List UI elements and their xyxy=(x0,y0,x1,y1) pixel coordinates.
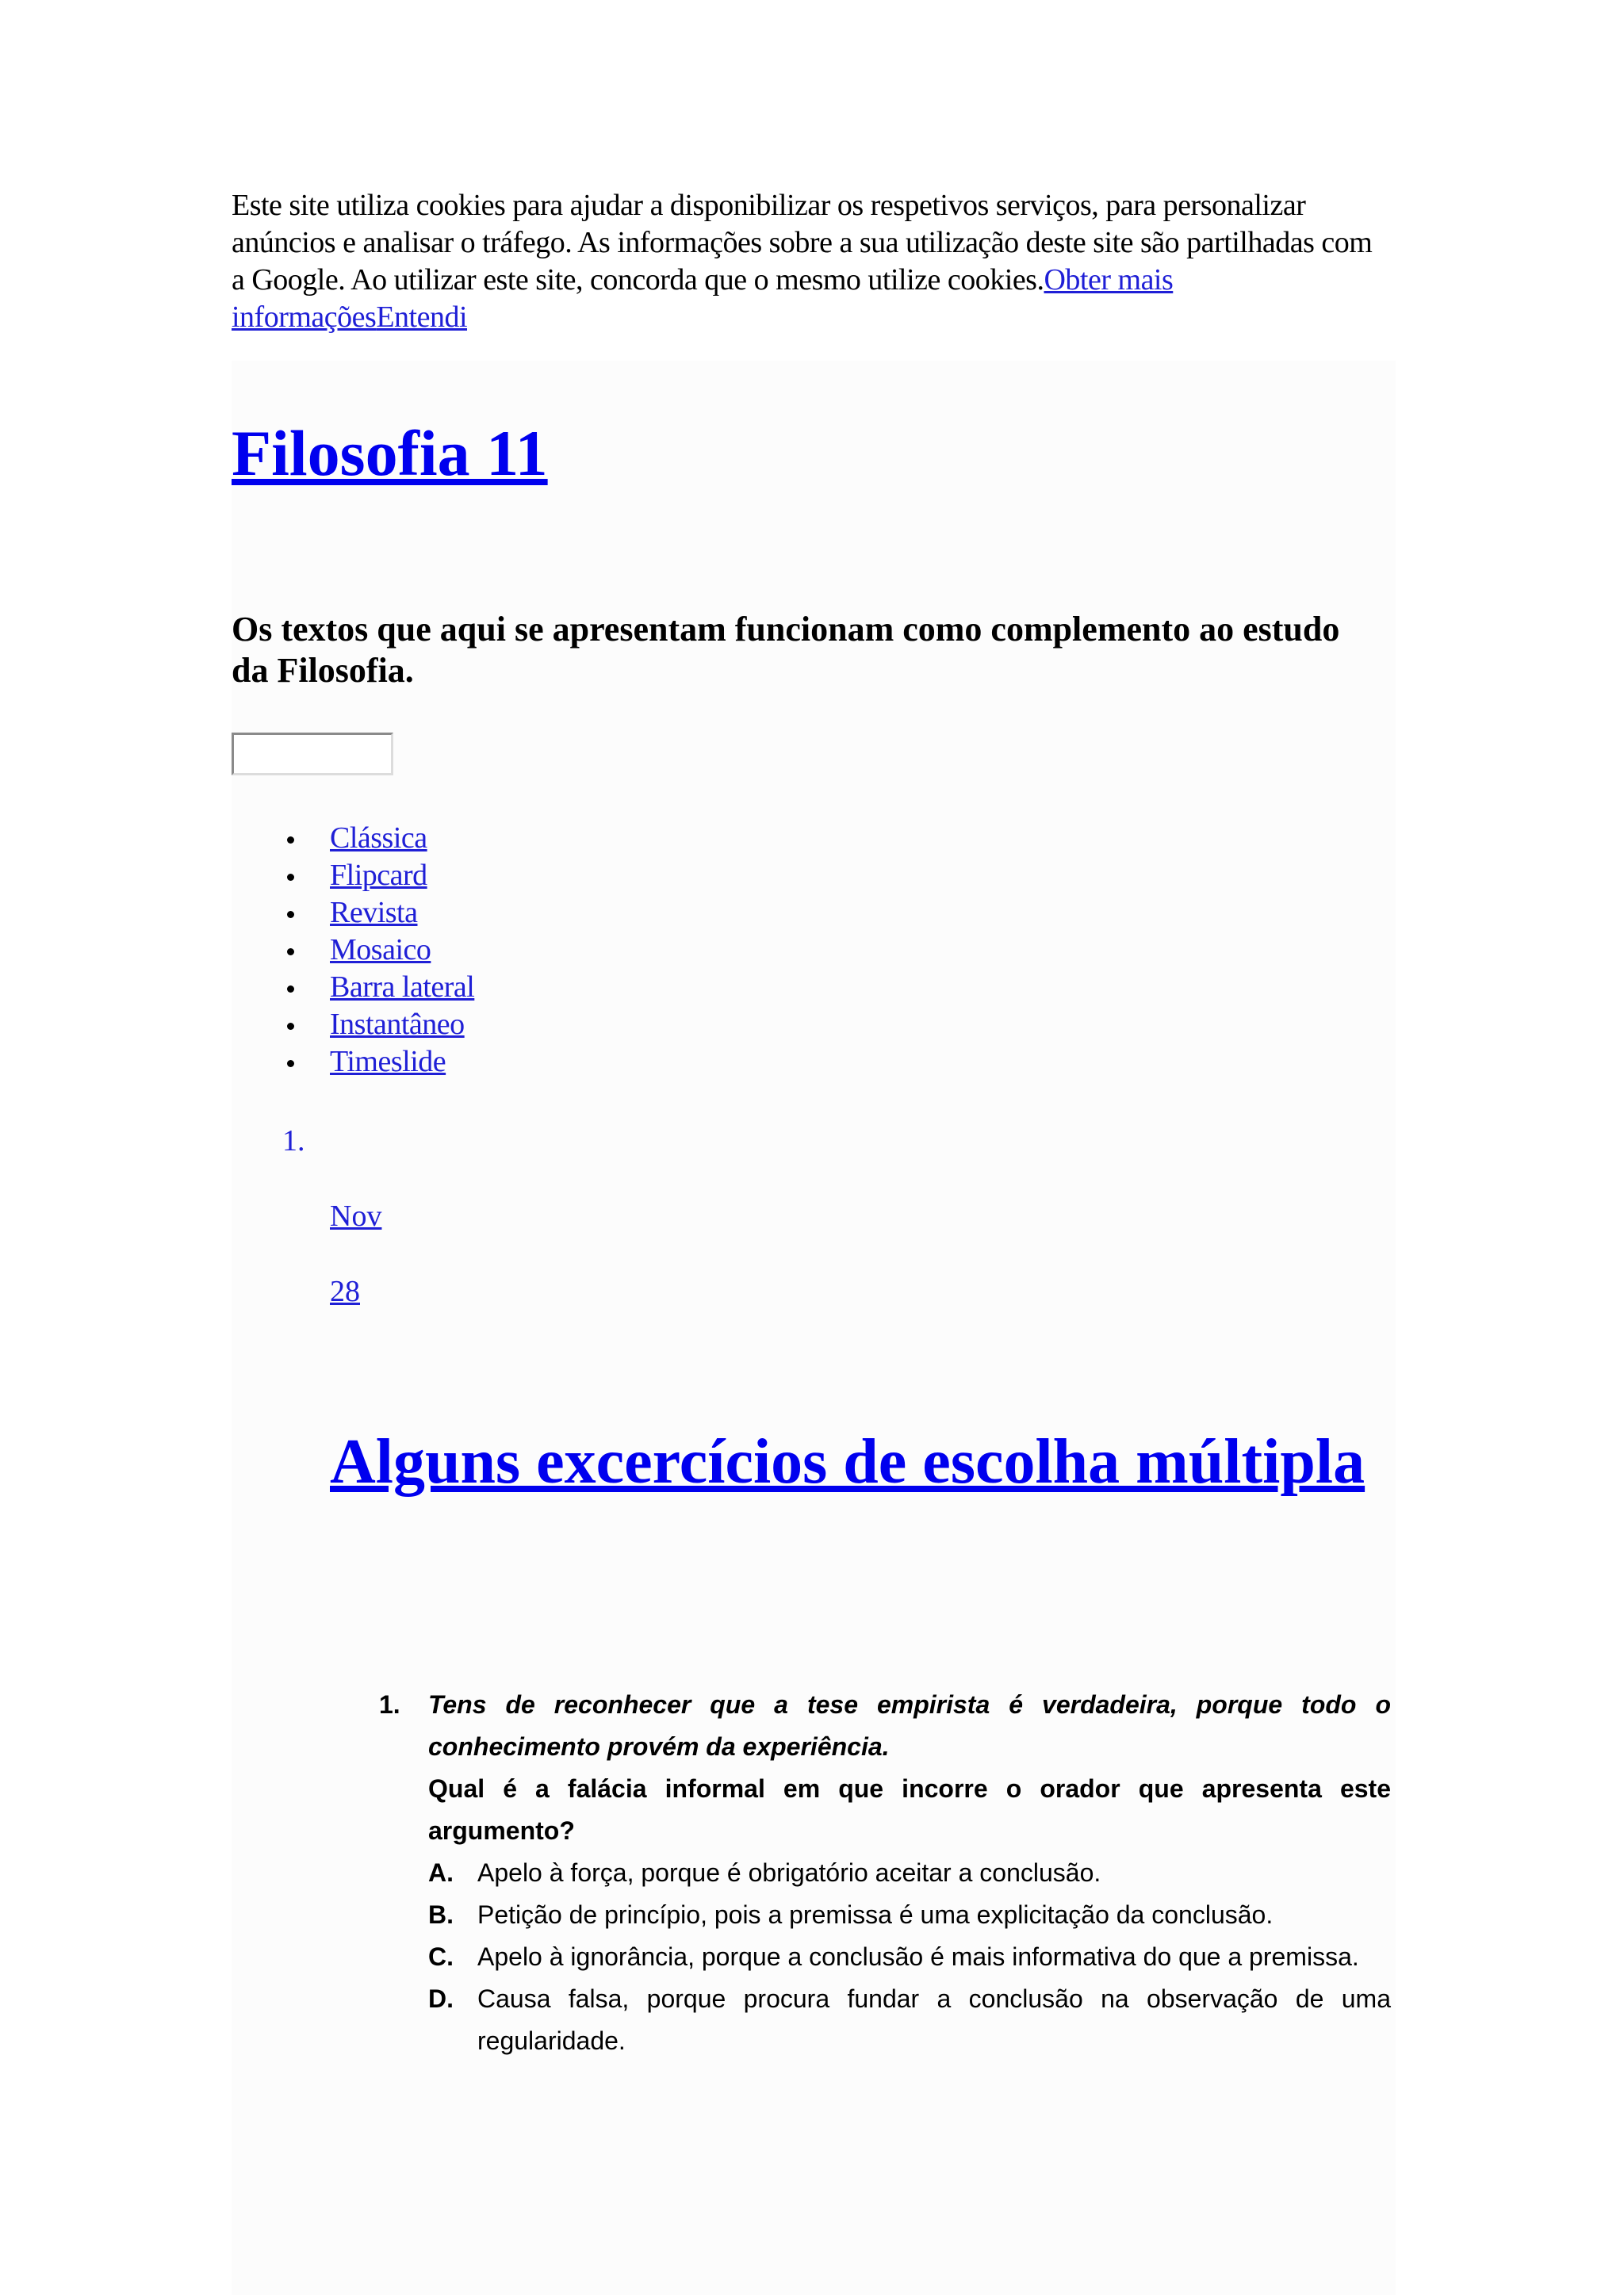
view-option-item xyxy=(0,932,474,969)
post-index: 1. xyxy=(282,1124,305,1158)
view-options-list xyxy=(0,820,474,1081)
view-option-timeslide[interactable]: Timeslide xyxy=(330,1045,446,1078)
question-text: Tens de reconhecer que a tese empirista é verdadeira, porque todo o conhecimento provém da experiência. xyxy=(428,1690,1391,1761)
post-date-day[interactable]: 28 xyxy=(330,1275,360,1308)
answer-option xyxy=(379,1894,1391,1936)
view-option-item xyxy=(0,1043,474,1081)
option-text: Apelo à ignorância, porque a conclusão é mais informativa do que a premissa. xyxy=(477,1942,1359,1971)
view-option-mosaico[interactable]: Mosaico xyxy=(330,933,431,966)
option-text: Causa falsa, porque procura fundar a conclusão na observação de uma regularidade. xyxy=(477,1984,1391,2055)
post-title-link[interactable]: Alguns excercícios de escolha múltipla xyxy=(330,1427,1365,1497)
answer-option xyxy=(379,1936,1391,1978)
option-letter: D. xyxy=(428,1984,454,2013)
option-letter: A. xyxy=(428,1858,454,1887)
view-option-instantaneo[interactable]: Instantâneo xyxy=(330,1008,465,1041)
view-option-item xyxy=(0,820,474,857)
view-option-item xyxy=(0,969,474,1006)
accept-cookies-link[interactable]: Entendi xyxy=(376,300,468,334)
blog-title-link[interactable]: Filosofia 11 xyxy=(232,417,548,489)
cookie-notice xyxy=(232,187,1389,336)
option-letter: C. xyxy=(428,1942,454,1971)
answer-option xyxy=(379,1978,1391,2062)
view-option-revista[interactable]: Revista xyxy=(330,896,418,929)
view-option-item xyxy=(0,1006,474,1043)
cookie-notice-text: Este site utiliza cookies para ajudar a disponibilizar os respetivos serviços, para personalizar anúncios e analisar o tráfego. As informações sobre a sua utilização deste site são partilhadas com a Google. Ao utilizar este site, concorda que o mesmo utilize cookies. xyxy=(232,189,1373,297)
option-text: Apelo à força, porque é obrigatório aceitar a conclusão. xyxy=(477,1858,1101,1887)
view-option-classica[interactable]: Clássica xyxy=(330,821,427,855)
answer-option xyxy=(379,1852,1391,1894)
view-option-barra-lateral[interactable]: Barra lateral xyxy=(330,970,475,1004)
question-prompt: Qual é a falácia informal em que incorre o orador que apresenta este argumento? xyxy=(428,1774,1391,1845)
blog-description: Os textos que aqui se apresentam funcionam como complemento ao estudo da Filosofia. xyxy=(232,610,1340,690)
view-option-item xyxy=(0,857,474,894)
search-input[interactable] xyxy=(232,733,393,775)
view-option-flipcard[interactable]: Flipcard xyxy=(330,859,427,892)
post-date-month[interactable]: Nov xyxy=(330,1200,382,1233)
blog-title xyxy=(232,414,548,493)
option-text: Petição de princípio, pois a premissa é uma explicitação da conclusão. xyxy=(477,1900,1274,1929)
option-letter: B. xyxy=(428,1900,454,1929)
view-option-item xyxy=(0,894,474,932)
question-number: 1. xyxy=(379,1690,400,1719)
post-title xyxy=(330,1424,1440,1500)
question-block xyxy=(379,1684,1391,2062)
more-info-link[interactable]: Obter mais informações xyxy=(232,263,1174,334)
answer-options xyxy=(379,1852,1391,2062)
